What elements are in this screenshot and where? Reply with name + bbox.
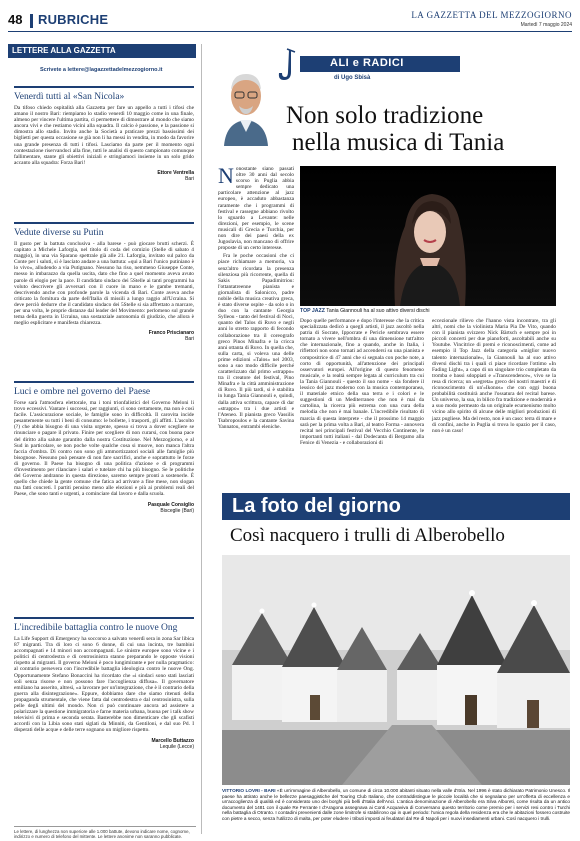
letter-body: Il gusto per la battuta conclusiva - alla barese - può giocare brutti scherzi. È capitato a Michele Laforgia, nel titolo di coda del comizio (Stelle di sabato 4 maggio), in una via Sparano spettrale già alle 21. Laforgia, invitato sul palco da Conte per i saluti, si è lasciato andare a una battuta: «qui a Bari l'unico putiniano è lo vivo», alludendo a via Putignano. Nessuno ha riso, nemmeno Giuseppe Conte, messo in imbarazzo da quella uscita, dato che fino a quel momento aveva avuto parole di elogio per la pace. Il candidato sindaco dei 5Stelle ai tanti programmi ha voluto descrivere gli avversari con il cuore in mano e le gambe tremanti, descrivendo anche con profonde parole la vicenda di Bari. Conte aveva anche criticato la fornitura da parte dell'Italia di missili a lungo raggio all'Ucraina. Si deve perciò dedurre che il candidato sindaco dei 5Stelle si sia affrettato a marcare, per una volta, le proprie distanze dal leader del Movimento: perlomeno sul grande tema della guerra in Ucraina, una sostanziale autonomia di giudizio, che allora è meglio esplicitare e manifesta chiarezza. [14, 241, 194, 327]
letter-author: Franco Priscianaro [148, 330, 194, 337]
letter-body: Da tifoso chiedo ospitalità alla Gazzetta per fare un appello a tutti i tifosi che amano il nostro Bari: riempiamo lo stadio venerdì 10 maggio come in una finale, almeno per vincere l'ultima partita, ci permettere di dimostrare al mondo che siamo ancora vivi e che restiamo vicini alla squadra. Il calcio è passione, e la passione si dimostra allo stadio. Invito anche la Società a praticare prezzi bassissimi dei biglietti per questa occasione se già non li ha messi in vendita, in modo da favorire una grande presenza di tutti i tifosi. Lasciamo da parte per il momento ogni contestazione riservandoci alla fine, tutti le analisi di questo campionato comunque fallimentare, stante gli obiettivi iniziali e stringiamoci insieme in un solo grido accanto alla squadra: Forza Bari! [14, 105, 194, 166]
letter-title: Vedute diverse su Putin [14, 222, 194, 238]
letter-city: Bari [185, 336, 194, 343]
letter-author: Marcello Buttazzo [151, 737, 194, 744]
header-divider [30, 14, 33, 28]
letter-author: Ettore Ventrella [157, 169, 194, 176]
trulli-photo [222, 555, 570, 785]
article-column-1 [218, 163, 294, 430]
letter-1 [14, 86, 194, 182]
photo-of-day-bar: La foto del giorno [222, 493, 570, 520]
letter-author: Pasquale Consiglio [147, 501, 194, 508]
photo-of-day-caption-text: «È un'immagine di Alberobello, un comune di circa 10.000 abitanti situato nella valle d'Itria. Nel 1996 è stato dichiarato Patrimonio Unesco. Il paese ha attirato anche le bellezze paesaggistiche del Touring Club Italiano, che contraddistingue le piccole località che si segnalano per un'offerta di eccellenza e un'accoglienza di qualità ed è considerato uno dei borghi più belli d'Italia dell'Anci. L'antica denominazione di Alberobello era Silva Alboreti, come risulta da un antico documento del 1481 con il quale Re Ferrante I d'Aragona assegnava ai Conti Acquaviva di Conversano questo territorio come premio per i servizi resi contro i Turchi nella battaglia di Otranto. I contadini prevenienti dalle zone limitrofe si stabilirono qui in quel periodo: l'unica regola della residenza era che le abitazioni fossero costruite con pietre a secco, senza l'utilizzo di malta, per poter eludere i tributi imposti ai feudatari dal Re di Napoli per i nuovi insediamenti urbani. Così nacquero i trulli. [222, 788, 570, 821]
headline-line-1: Non solo tradizione [286, 102, 484, 129]
column-divider [201, 44, 202, 834]
section-title: RUBRICHE [38, 12, 109, 27]
photo-of-day-caption-label: VITTORIO LOVRI - BARI [222, 788, 276, 793]
newspaper-name: LA GAZZETTA DEL MEZZOGIORNO [411, 10, 572, 20]
photo-of-day-caption [222, 788, 570, 822]
article-headline [286, 102, 566, 156]
page-header [8, 10, 572, 32]
article-lead: onostante siano passati oltre 30 anni dal secolo scorso in Puglia abbia sempre dedicato una particolare attenzione al jazz europeo, è accaduto abbastanza raramente che i programmi di festival e rassegne abbiano rivolto lo sguardo a Levante: nelle direzioni, per esempio, le scene musicali di Grecia e Turchia, per non dire dei paesi della ex Jugoslavia, non mancano di offrire proposte di un certo interesse. [218, 166, 294, 252]
headline-line-2: nella musica di Tania [292, 129, 505, 156]
photo-caption-label: TOP JAZZ [300, 308, 325, 314]
letters-section-bar: LETTERE ALLA GAZZETTA [8, 44, 196, 58]
column-byline: di Ugo Sbisà [334, 75, 371, 81]
article-column-2: Dopo quelle performance e dopo l'interesse che la critica specializzata dedicò a quegli artisti, il jazz ascoltò nella patria di Socrate, Ippocrate e Pericle sembrava essere tornato a vivere nell'ombra di una dimensione tutt'altro che internazionale, fino a quando, anche in Italia, i riflettori non sono tornati ad accendersi su una pianista e compositrice di 47 anni che si segnala con poche note, a corto di opportunità, all'attenzione dei principali osservatori europei. All'origine di questo fenomeno musicale, e la realtà sempre legata al curriculum tra cui la Tania Giannouli - questo il suo nome - sia fondere il lessico del jazz moderno con la musica contemporanea, il materiale etnico della sua terra e i colori e le suggestioni di un Mediterraneo che non è mai da cartolina, la ricerca più estrema con una cura della melodia che non è mai banale. L'incredibile risultato di marcia di questa interprete - che il prossimo 14 maggio sarà per la prima volta a Bari, al teatro Forma - annovera recital nei principali festival del Vecchio Continente, le importanti tutti italiani - dal Dodecanta di Bergamo alla Fenice di Venezia - e collaborazioni di [300, 318, 424, 446]
letter-city: Lequile (Lecce) [159, 743, 194, 750]
letter-title: L'incredibile battaglia contro le nuove Ong [14, 617, 194, 633]
letter-body: La Life Support di Emergency ha soccorso a salvato venerdì sera in zona Sar libica 87 migranti. Tra di loro ci sono 6 donne, di cui una incinta, tre bambini accompagnati e 14 minori non accompagnati. Le sinistre europee sono vicine e i politici di centrodestra e di centrosinistra stanno preparando le opposte visioni rispetto ai migranti. Il governo Meloni è poco lungimirante e per nulla pragmatico: al contrario persevera con l'incredibile battaglia ideologica contro le nuove Ong. Opportunamente Stefano Bonaccini ha ricordato che «i sindaci sono stati lasciati soli senza risorse e non possono fare l'accoglienza diffusa». Il governatore emiliano ha asserito, altresì, «a lavorare per un'integrazione, che è il contrario della guerra alla disintegrazione». Eppure, dobbiamo dare che siamo ritenuti della propaganda strumentale, che viene fatta dal centrodestra e dal centrosinistra, sulla pelle degli ultimi del mondo. Non ci può continuare ancora ad assistere a polarizzare la questione immigratoria e farne materia urbana, buona per i talk show televisivi di prima e seconda serata. Basterebbe non dimenticare che gli scafisti accordi con la Libia sono stati siglati da Minniti, da Gentiloni, e dal suo Pd. I disperati delle acque e delle terre sognano un migliore rispetto. [14, 636, 194, 734]
letter-city: Bari [185, 175, 194, 182]
photo-caption-text: Tania Giannouli ha al suo attivo diversi dischi [326, 308, 430, 314]
tania-giannouli-photo [300, 166, 556, 306]
article-column-3: eccezionale rilievo che l'hanno vista incontrare, tra gli altri, nomi che la violinista Maria Pia De Vito, quando con il pianista svizzero Nick Bärtsch e sempre poi in piccoli concerti per due pianoforti, ascoltabili anche su Youtube. Vincitrice di premi e riconoscimenti, come ad esempio il Top Jazz della categoria «miglior nuovo talento internazionale», la Giannouli ha al suo attivo diversi dischi tra i quali ci piace ricordare l'ottimo «In Fading Light», a capo di un singolare trio completato da tromba e bassi sdoppiati e «Transcendence», vivo se la resa di ricerca; un «segreta» greco dei nostri maestri e di riconoscimento di un'«Ikonos» che con oggi buona probabilità costituirà anche l'ossatura del recital barese. Un universo, la sua, in bilico fra tradizione e modernità e a suo modo permeato da un originale ecumenismo molto vicino allo spirito di alcune delle migliori produzioni di jazz pugliese. Ma del resto, non è un caso: terra di mare e di confini, anche in Puglia si trova lo spazio per il caso, non è un caso! [432, 318, 556, 434]
letter-title: Luci e ombre nel governo del Paese [14, 381, 194, 397]
letter-2 [14, 222, 194, 342]
issue-date: Martedì 7 maggio 2024 [520, 22, 572, 28]
letter-title: Venerdì tutti al «San Nicola» [14, 86, 194, 102]
letter-body: Forse sarà l'atmosfera elettorale, ma i toni trionfalistici del Governo Meloni li trovo eccessivi. Vantare i successi, per raggiunti, ci sono certamente, ma non è così facile. L'assicurazione sociale, le famiglie sono in difficoltà. Il carovita incide pesantemente su tutti i beni di consumo: le bollette, i trasporti, gli affitti. L'ascolto (?) che abbia bisogno di una visita urgente, spesso si trova a dover scegliere se rinunciare o pagare il privato. Finire per scegliere di non curarsi, con buona pace del diritto alla salute garantito dalla nostra Costituzione. Nel Mezzogiorno, e al Sud in particolare, se non poche volte qualche cosa si muove, non manca l'altra faccia d'ombra. Di contro non sono gli ammortizzatori sociali alle famiglie più bisognose. Nessuno può pensare di non fare sacrifici, anche e soprattutto le forze di governo. Il Paese ha bisogno di una politica d'azione e di programmi d'investimento per rilanciare i salari e tutelare chi ha più bisogno. Se le politiche del Governo andranno in questa direzione, saremo sempre pronti a sostenerle. È quello che chiede la gente comune che fatica ad arrivare a fine mese, non slogan ma fatti concreti. I partiti pensino meno alle elezioni e più ai problemi reali del Paese, che sono tanti e urgenti, a cominciare dal lavoro e dalla scuola. [14, 400, 194, 498]
article-col1-rest: Fra le poche occasioni che ci piace richiamare a memoria, va senz'altro ricordata la presenza silenziosa più ricorrente, quella di Sakis Papadimitriou: l'ottantatreenne pianista e giornalista di Salonicco, padre nobile della musica creativa greca, è stato diverse ospite - da solo o in duo con la cantante Georgia Sylleou - tanto del festival di Noci, quanto del Talos di Ruvo e negli anni lo stretto rapporto di fecondo collaborazione tra il coreografo greco Pinos Minafra e la cricca anni ottanta di Ruvo. In quella che, sulla carta, si voleva una delle prime edizioni «Talos» nel 2003, sono a suo modo difficile perché caratterizzato dal primo «strappo» tra il creatore del festival, Pino Minafra e la città amministrazione di Ruvo. Il più tardi, si è stabilita in lunga Tania Giannouli e, quindi, dalla attiva scrittura, capace di dar «strappo» tra i due artisti e l'Ateneo. Il pianista greco Vassilis Tsabropoulos e la cantante Savina Yannatou, entrambi eleniche. [218, 253, 294, 430]
letter-4 [14, 617, 194, 750]
article-dropcap: N [218, 163, 234, 188]
letter-city: Bisceglie (Bari) [160, 507, 194, 514]
column-title-bar: ALI e RADICI [300, 56, 460, 72]
saxophone-icon [275, 48, 301, 84]
author-portrait [218, 62, 274, 146]
letters-email[interactable]: Scrivete a lettere@lagazzettadelmezzogiorno.it [40, 67, 163, 73]
photo-of-day-headline: Così nacquero i trulli di Alberobello [230, 525, 505, 546]
letters-footnote: Le lettere, di lunghezza non superiore alle 1.000 battute, devono indicare nome, cognome, indirizzo e numero di telefono del mittente. Le lettere anonime non saranno pubblicate. [14, 826, 196, 839]
letter-3 [14, 381, 194, 514]
page-number: 48 [8, 12, 23, 27]
photo-caption [300, 308, 556, 314]
